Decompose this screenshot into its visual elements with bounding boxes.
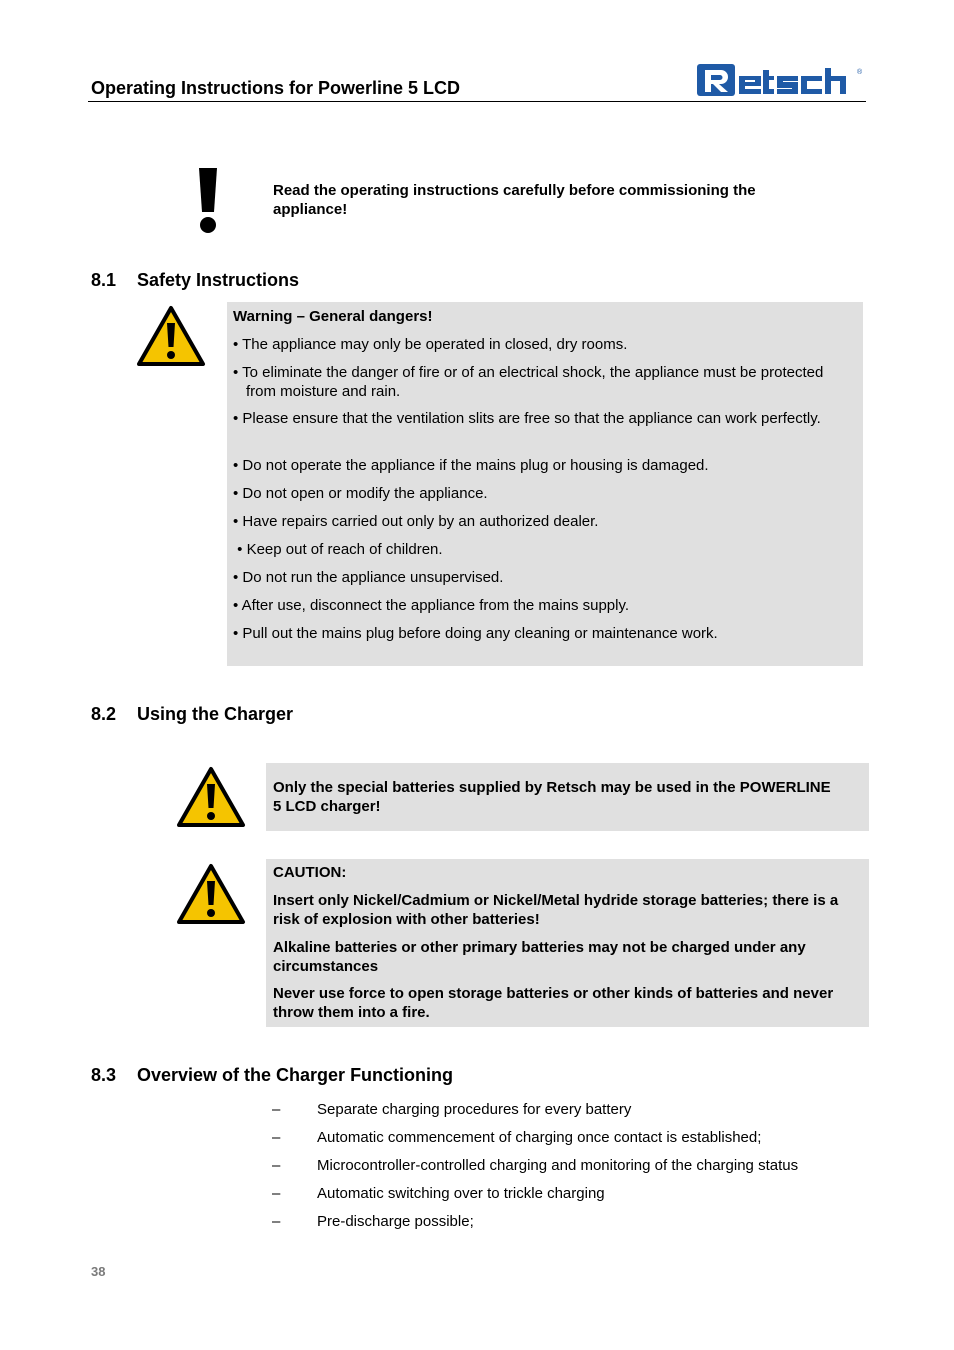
list-item: • Keep out of reach of children.: [233, 541, 443, 558]
list-dash: –: [272, 1129, 281, 1146]
battery-notice-text: Only the special batteries supplied by Retsch may be used in the POWERLINE 5 LCD charger!: [273, 779, 831, 815]
section-number: 8.3: [91, 1065, 117, 1085]
list-dash: –: [272, 1101, 281, 1118]
list-item: Separate charging procedures for every battery: [317, 1101, 632, 1118]
caution-item: Alkaline batteries or other primary batteries may not be charged under any circumstances: [273, 939, 806, 975]
intro-notice-text: Read the operating instructions carefully before commissioning the appliance!: [273, 182, 756, 218]
document-header-title: Operating Instructions for Powerline 5 LCD: [91, 78, 461, 98]
warning-title: Warning – General dangers!: [233, 308, 433, 325]
list-dash: –: [272, 1213, 281, 1230]
list-item: • Do not operate the appliance if the mains plug or housing is damaged.: [233, 457, 709, 474]
list-item: • Have repairs carried out only by an authorized dealer.: [233, 513, 599, 530]
section-title: Safety Instructions: [137, 270, 300, 290]
list-item: • To eliminate the danger of fire or of an electrical shock, the appliance must be protected from moisture and rain.: [233, 364, 824, 400]
section-title: Overview of the Charger Functioning: [137, 1065, 454, 1085]
list-item: • After use, disconnect the appliance from the mains supply.: [233, 597, 630, 614]
list-item: • The appliance may only be operated in closed, dry rooms.: [233, 336, 628, 353]
caution-label: CAUTION:: [273, 864, 347, 881]
list-item: • Please ensure that the ventilation slits are free so that the appliance can work perfectly.: [233, 410, 821, 427]
warning-triangle-icon: [176, 863, 246, 930]
retsch-logo: [697, 62, 865, 98]
section-heading-8-1: [91, 270, 491, 292]
header-divider: [88, 101, 866, 102]
exclamation-icon: [196, 166, 220, 236]
list-dash: –: [272, 1185, 281, 1202]
list-item: Pre-discharge possible;: [317, 1213, 474, 1230]
list-item: • Do not open or modify the appliance.: [233, 485, 488, 502]
section-heading-8-3: [91, 1065, 591, 1087]
list-item: Automatic switching over to trickle charging: [317, 1185, 605, 1202]
svg-text:®: ®: [857, 69, 863, 76]
caution-item: Insert only Nickel/Cadmium or Nickel/Metal hydride storage batteries; there is a risk of explosion with other batteries!: [273, 892, 839, 928]
caution-item: Never use force to open storage batteries or other kinds of batteries and never throw them into a fire.: [273, 985, 834, 1021]
list-item: Automatic commencement of charging once contact is established;: [317, 1129, 762, 1146]
list-dash: –: [272, 1157, 281, 1174]
section-number: 8.1: [91, 270, 117, 290]
list-item: • Do not run the appliance unsupervised.: [233, 569, 504, 586]
section-heading-8-2: [91, 704, 491, 726]
section-number: 8.2: [91, 704, 117, 724]
warning-triangle-icon: [176, 766, 246, 833]
list-item: • Pull out the mains plug before doing any cleaning or maintenance work.: [233, 625, 718, 642]
page-number: 38: [91, 1264, 106, 1279]
section-title: Using the Charger: [137, 704, 294, 724]
warning-triangle-icon: [136, 305, 206, 372]
list-item: Microcontroller-controlled charging and monitoring of the charging status: [317, 1157, 799, 1174]
